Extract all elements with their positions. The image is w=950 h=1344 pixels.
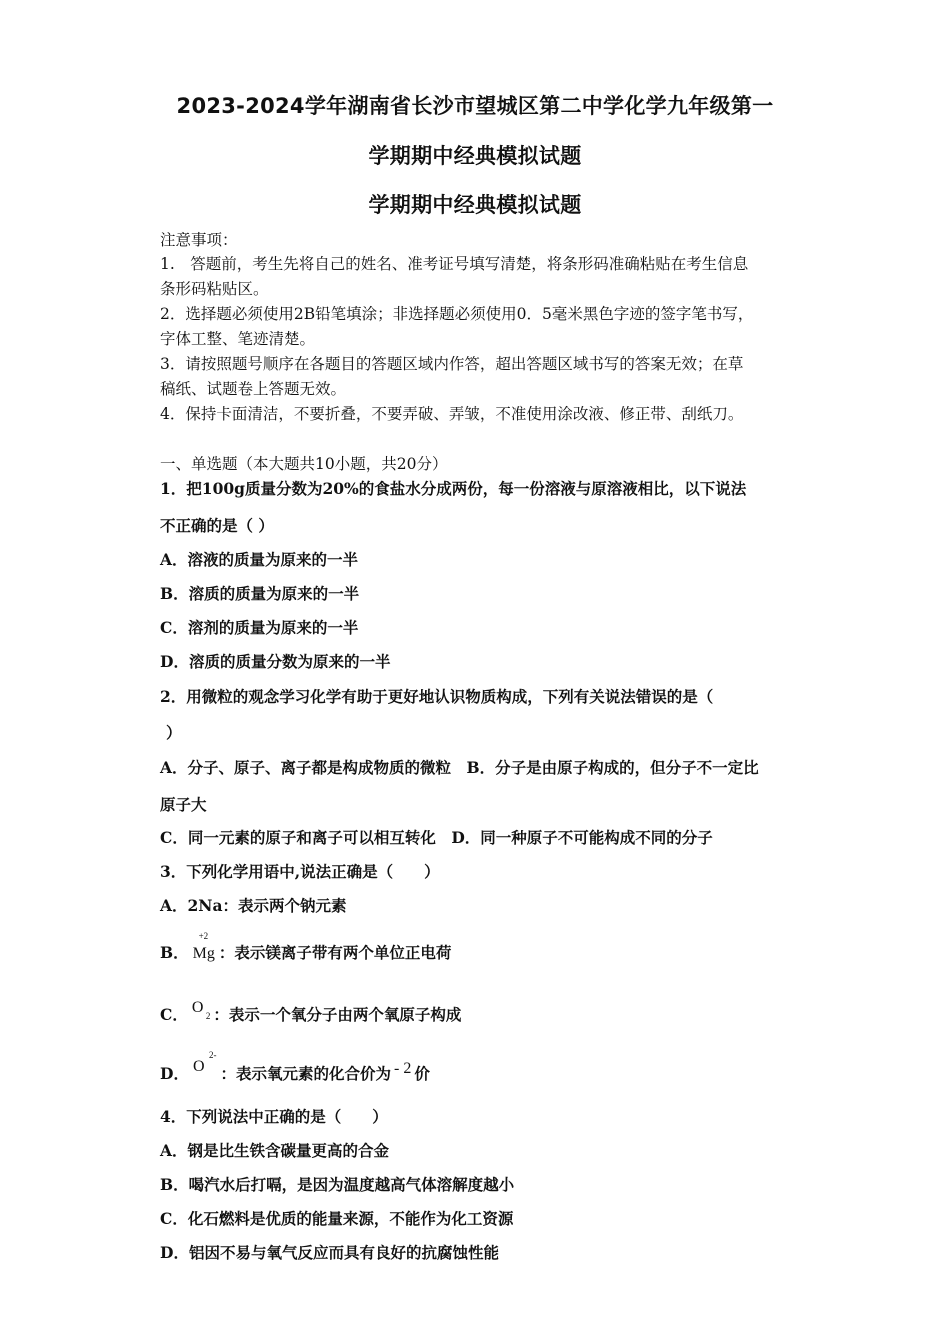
question-2-stem: 2．用微粒的观念学习化学有助于更好地认识物质构成，下列有关说法错误的是（ — [160, 687, 714, 706]
o2-formula — [191, 999, 211, 1021]
question-2-options-cd: C．同一元素的原子和离子可以相互转化 D．同一种原子不可能构成不同的分子 — [160, 828, 713, 847]
option-d-label: D． — [160, 1064, 189, 1083]
question-3-option-c — [160, 999, 461, 1025]
o-ion-charge: 2- — [209, 1050, 217, 1060]
valence-unit: 价 — [414, 1064, 430, 1083]
notice-item: 字体工整、笔迹清楚。 — [160, 330, 316, 348]
option-d-text: ：表示氧元素的化合价为 — [220, 1064, 392, 1083]
notice-item: 稿纸、试题卷上答题无效。 — [160, 380, 347, 398]
o-symbol: O — [191, 999, 204, 1016]
question-3-option-b — [160, 931, 452, 963]
exam-title-line3: 学期期中经典模拟试题 — [368, 193, 582, 217]
question-4-option-c: C．化石燃料是优质的能量来源，不能作为化工资源 — [160, 1209, 514, 1228]
question-1-option-b: B．溶质的质量为原来的一半 — [160, 584, 360, 603]
notice-item: 条形码粘贴区。 — [160, 280, 269, 298]
question-3-stem: 3．下列化学用语中,说法正确是（ ） — [160, 862, 440, 881]
notice-item: 4．保持卡面清洁，不要折叠，不要弄破、弄皱，不准使用涂改液、修正带、刮纸刀。 — [160, 405, 744, 423]
option-c-text: ：表示一个氧分子由两个氧原子构成 — [213, 1005, 462, 1024]
valence-value: - 2 — [394, 1060, 412, 1077]
question-1-option-a: A．溶液的质量为原来的一半 — [160, 550, 359, 569]
question-4-option-b: B．喝汽水后打嗝，是因为温度越高气体溶解度越小 — [160, 1175, 515, 1194]
section-heading: 一、单选题（本大题共10小题，共20分） — [160, 455, 448, 473]
exam-title-line2: 学期期中经典模拟试题 — [368, 144, 582, 168]
question-3-option-d — [160, 1050, 430, 1084]
question-4-stem: 4．下列说法中正确的是（ ） — [160, 1107, 388, 1126]
question-4-option-d: D．铝因不易与氧气反应而具有良好的抗腐蚀性能 — [160, 1243, 499, 1262]
question-1-option-d: D．溶质的质量分数为原来的一半 — [160, 652, 391, 671]
o2-subscript: 2 — [205, 1011, 211, 1021]
question-1-stem-cont: 不正确的是（ ） — [160, 516, 274, 535]
question-1-option-c: C．溶剂的质量为原来的一半 — [160, 618, 359, 637]
notice-item: 2．选择题必须使用2B铅笔填涂；非选择题必须使用0．5毫米黑色字迹的签字笔书写， — [160, 305, 754, 323]
question-3-option-a: A．2Na：表示两个钠元素 — [160, 896, 347, 915]
mg-symbol: Mg — [192, 945, 215, 962]
question-2-stem-cont: ） — [166, 723, 182, 742]
mg-charge-superscript: +2 — [198, 931, 209, 941]
o-ion-symbol: O — [192, 1058, 205, 1075]
mg-formula — [192, 931, 215, 963]
option-c-label: C． — [160, 1005, 188, 1024]
option-b-label: B． — [160, 943, 189, 962]
notice-item: 1. 答题前，考生先将自己的姓名、准考证号填写清楚，将条形码准确粘贴在考生信息 — [160, 255, 749, 273]
option-b-text: ：表示镁离子带有两个单位正电荷 — [218, 943, 452, 962]
notice-item: 3．请按照题号顺序在各题目的答题区域内作答，超出答题区域书写的答案无效；在草 — [160, 355, 744, 373]
question-4-option-a: A．钢是比生铁含碳量更高的合金 — [160, 1141, 390, 1160]
question-1-stem: 1．把100g质量分数为20%的食盐水分成两份，每一份溶液与原溶液相比，以下说法 — [160, 479, 747, 498]
notice-heading: 注意事项： — [160, 231, 238, 249]
o2minus-formula — [192, 1050, 217, 1076]
question-2-options-ab-cont: 原子大 — [160, 795, 207, 814]
exam-title-line1: 2023-2024学年湖南省长沙市望城区第二中学化学九年级第一 — [176, 94, 774, 118]
question-2-options-ab: A．分子、原子、离子都是构成物质的微粒 B．分子是由原子构成的，但分子不一定比 — [160, 758, 759, 777]
